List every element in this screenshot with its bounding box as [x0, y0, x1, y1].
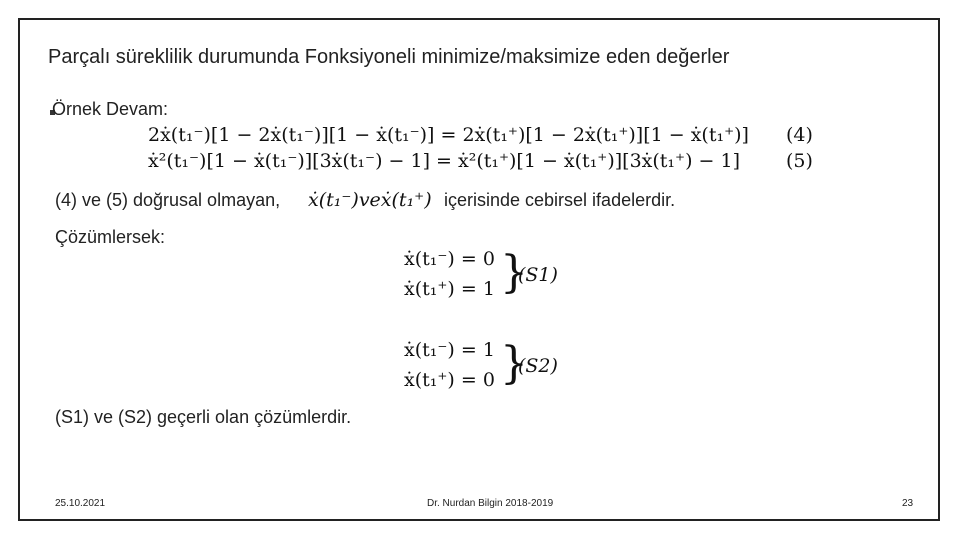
s2-brace: } [500, 338, 528, 389]
statement-suffix: içerisinde cebirsel ifadelerdir. [444, 190, 676, 210]
s2-line1: ẋ(t₁⁻) = 1 [404, 339, 495, 361]
slide-title: Parçalı süreklilik durumunda Fonksiyoneli minimize/maksimize eden değerler [48, 46, 730, 68]
statement-math: ẋ(t₁⁻)veẋ(t₁⁺) [308, 189, 432, 211]
example-heading: Örnek Devam: [52, 99, 169, 119]
statement-prefix: (4) ve (5) doğrusal olmayan, [55, 190, 281, 210]
equation-4-number: (4) [786, 124, 813, 146]
equation-5: ẋ²(t₁⁻)[1 − ẋ(t₁⁻)][3ẋ(t₁⁻) − 1] = ẋ²(t₁⁺)[1 − ẋ(t₁⁺)][3ẋ(t₁⁺) − 1] [148, 150, 740, 172]
s2-line2: ẋ(t₁⁺) = 0 [404, 369, 495, 391]
s1-brace: } [500, 247, 528, 298]
equation-5-number: (5) [786, 150, 813, 172]
s2-label: (S2) [518, 355, 558, 377]
footer-author: Dr. Nurdan Bilgin 2018-2019 [427, 498, 554, 509]
s1-line2: ẋ(t₁⁺) = 1 [404, 278, 495, 300]
s1-line1: ẋ(t₁⁻) = 0 [404, 248, 495, 270]
conclusion: (S1) ve (S2) geçerli olan çözümlerdir. [55, 407, 352, 427]
s1-label: (S1) [518, 264, 558, 286]
footer-date: 25.10.2021 [55, 498, 106, 509]
footer-page-number: 23 [902, 498, 914, 509]
equation-4: 2ẋ(t₁⁻)[1 − 2ẋ(t₁⁻)][1 − ẋ(t₁⁻)] = 2ẋ(t₁⁺)[1 − 2ẋ(t₁⁺)][1 − ẋ(t₁⁺)] [148, 124, 749, 146]
solving-label: Çözümlersek: [55, 227, 166, 247]
